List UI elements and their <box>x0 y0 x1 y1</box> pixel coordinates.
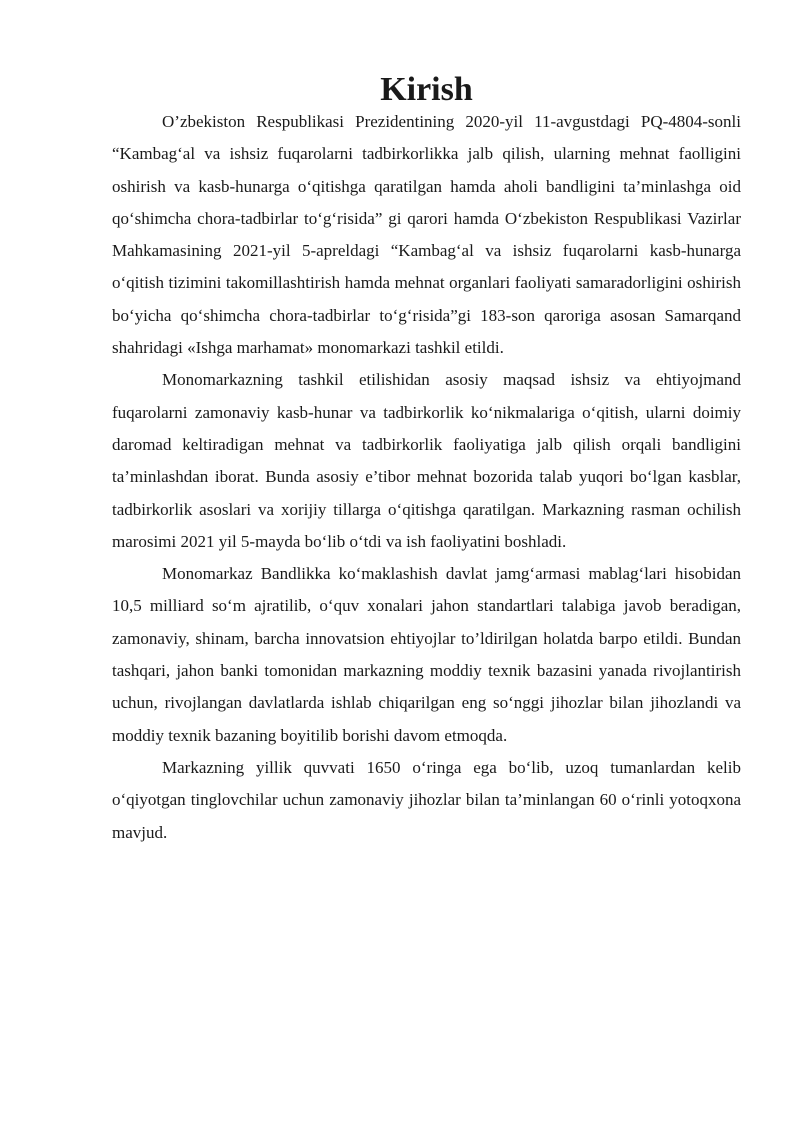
document-page <box>112 71 741 849</box>
paragraph-decree-background: O’zbekiston Respublikasi Prezidentining 2020-yil 11-avgustdagi PQ-4804-sonli “Kambag‘al va ishsiz fuqarolarni tadbirkorlikka jalb qilish, ularning mehnat faolligini oshirish va kasb-hunarga o‘qitishga qaratilgan hamda aholi bandligini ta’minlashga oid qo‘shimcha chora-tadbirlar to‘g‘risida” gi qarori hamda O‘zbekiston Respublikasi Vazirlar Mahkamasining 2021-yil 5-apreldagi “Kambag‘al va ishsiz fuqarolarni kasb-hunarga o‘qitish tizimini takomillashtirish hamda mehnat organlari faoliyati samaradorligini oshirish bo‘yicha qo‘shimcha chora-tadbirlar to‘g‘risida”gi 183-son qaroriga asosan Samarqand shahridagi «Ishga marhamat» monomarkazi tashkil etildi. <box>112 112 741 358</box>
paragraph-funding-equipment: Monomarkaz Bandlikka ko‘maklashish davlat jamg‘armasi mablag‘lari hisobidan 10,5 milliard so‘m ajratilib, o‘quv xonalari jahon standartlari talabiga javob beradigan, zamonaviy, shinam, barcha innovatsion ehtiyojlar to’ldirilgan holatda barpo etildi. Bundan tashqari, jahon banki tomonidan markazning moddiy texnik bazasini yanada rivojlantirish uchun, rivojlangan davlatlarda ishlab chiqarilgan eng so‘nggi jihozlar bilan jihozlandi va moddiy texnik bazaning boyitilib borishi davom etmoqda. <box>112 564 741 745</box>
section-title: Kirish <box>380 71 473 108</box>
paragraph-capacity-dormitory: Markazning yillik quvvati 1650 o‘ringa ega bo‘lib, uzoq tumanlardan kelib o‘qiyotgan tinglovchilar uchun zamonaviy jihozlar bilan ta’minlangan 60 o‘rinli yotoqxona mavjud. <box>112 757 741 842</box>
paragraph-center-purpose: Monomarkazning tashkil etilishidan asosiy maqsad ishsiz va ehtiyojmand fuqarolarni zamonaviy kasb-hunar va tadbirkorlik ko‘nikmalariga o‘qitish, ularni doimiy daromad keltiradigan mehnat va tadbirkorlik faoliyatiga jalb qilish orqali bandligini ta’minlashdan iborat. Bunda asosiy e’tibor mehnat bozorida talab yuqori bo‘lgan kasblar, tadbirkorlik asoslari va xorijiy tillarga o‘qitishga qaratilgan. Markazning rasman ochilish marosimi 2021 yil 5-mayda bo‘lib o‘tdi va ish faoliyatini boshladi. <box>112 370 741 551</box>
